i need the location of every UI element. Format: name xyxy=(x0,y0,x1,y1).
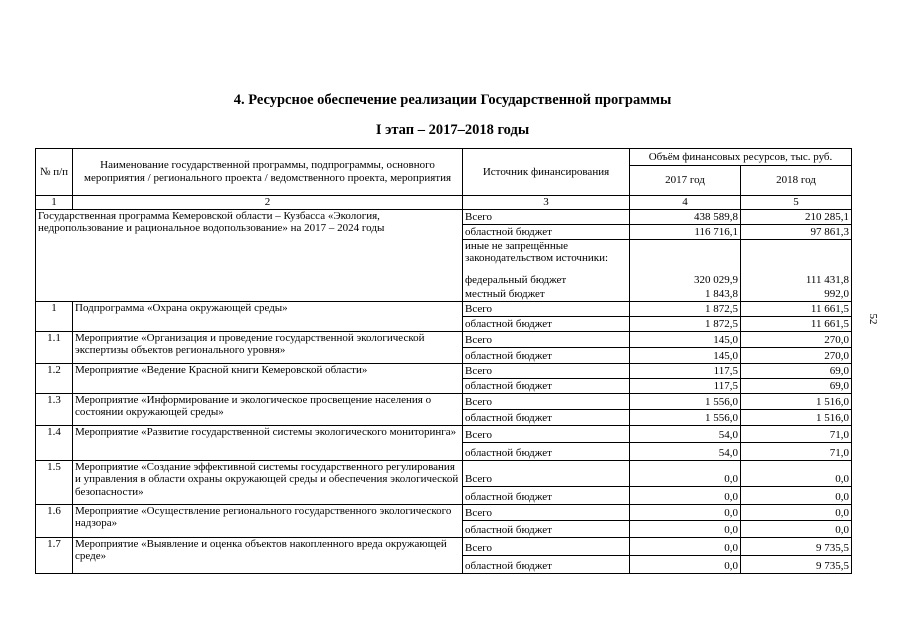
item-name: Мероприятие «Ведение Красной книги Кемеровской области» xyxy=(73,363,463,393)
value-2017: 320 029,9 xyxy=(630,271,741,286)
item-name: Мероприятие «Организация и проведение государственной экологической экспертизы объектов регионального уровня» xyxy=(73,331,463,363)
source-cell: местный бюджет xyxy=(463,286,630,301)
header-2018: 2018 год xyxy=(741,166,852,196)
header-name: Наименование государственной программы, подпрограммы, основного мероприятия / регионального проекта / ведомственного проекта, мероприятия xyxy=(73,149,463,196)
table-row xyxy=(36,209,852,224)
value-2017: 1 872,5 xyxy=(630,301,741,316)
source-cell: областной бюджет xyxy=(463,316,630,331)
header-2017: 2017 год xyxy=(630,166,741,196)
source-cell: областной бюджет xyxy=(463,442,630,460)
value-2017: 0,0 xyxy=(630,555,741,573)
source-cell: Всего xyxy=(463,393,630,409)
table-row xyxy=(36,301,852,316)
source-cell: Всего xyxy=(463,301,630,316)
value-2018: 0,0 xyxy=(741,504,852,520)
item-name: Мероприятие «Информирование и экологическое просвещение населения о состоянии окружающей среды» xyxy=(73,393,463,425)
item-number: 1.1 xyxy=(36,331,73,363)
item-number: 1 xyxy=(36,301,73,331)
value-2017: 1 556,0 xyxy=(630,409,741,425)
table-row xyxy=(36,504,852,520)
value-2018: 270,0 xyxy=(741,347,852,363)
table-row xyxy=(36,460,852,486)
value-2017: 145,0 xyxy=(630,347,741,363)
source-cell: Всего xyxy=(463,363,630,378)
source-cell: Всего xyxy=(463,537,630,555)
page-number: 52 xyxy=(867,313,879,325)
table-row xyxy=(36,537,852,555)
resource-table xyxy=(35,148,852,574)
source-cell: иные не запрещённые законодательством источники: xyxy=(463,239,630,271)
item-number: 1.4 xyxy=(36,425,73,460)
value-2017: 145,0 xyxy=(630,331,741,347)
source-cell: областной бюджет xyxy=(463,486,630,504)
item-name: Мероприятие «Осуществление регионального государственного экологического надзора» xyxy=(73,504,463,537)
value-2017: 117,5 xyxy=(630,363,741,378)
value-2018: 69,0 xyxy=(741,363,852,378)
source-cell: областной бюджет xyxy=(463,224,630,239)
source-cell: Всего xyxy=(463,331,630,347)
value-2017: 1 843,8 xyxy=(630,286,741,301)
value-2018: 9 735,5 xyxy=(741,537,852,555)
value-2017: 438 589,8 xyxy=(630,209,741,224)
item-name: Мероприятие «Развитие государственной системы экологического мониторинга» xyxy=(73,425,463,460)
item-name: Подпрограмма «Охрана окружающей среды» xyxy=(73,301,463,331)
source-cell: областной бюджет xyxy=(463,555,630,573)
value-2017: 0,0 xyxy=(630,520,741,537)
source-cell: областной бюджет xyxy=(463,378,630,393)
value-2017: 0,0 xyxy=(630,537,741,555)
table-body xyxy=(36,209,852,573)
header-num: № п/п xyxy=(36,149,73,196)
value-2018: 11 661,5 xyxy=(741,316,852,331)
source-cell: областной бюджет xyxy=(463,409,630,425)
item-number: 1.6 xyxy=(36,504,73,537)
item-number: 1.7 xyxy=(36,537,73,573)
value-2017: 0,0 xyxy=(630,486,741,504)
section-title: 4. Ресурсное обеспечение реализации Государственной программы xyxy=(233,92,672,108)
item-number: 1.5 xyxy=(36,460,73,504)
col-number: 2 xyxy=(73,196,463,210)
item-number: 1.3 xyxy=(36,393,73,425)
header-source: Источник финансирования xyxy=(463,149,630,196)
value-2018: 71,0 xyxy=(741,442,852,460)
item-name: Мероприятие «Создание эффективной системы государственного регулирования и управления в области охраны окружающей среды и обеспечения экологической безопасности» xyxy=(73,460,463,504)
value-2018 xyxy=(741,239,852,271)
value-2018: 9 735,5 xyxy=(741,555,852,573)
value-2017: 1 556,0 xyxy=(630,393,741,409)
stage-subtitle: I этап – 2017–2018 годы xyxy=(375,122,530,138)
value-2018: 0,0 xyxy=(741,520,852,537)
value-2018: 11 661,5 xyxy=(741,301,852,316)
table-row xyxy=(36,425,852,442)
program-name: Государственная программа Кемеровской области – Кузбасса «Экология, недропользование и рациональное водопользование» на 2017 – 2024 годы xyxy=(36,209,463,301)
value-2018: 1 516,0 xyxy=(741,393,852,409)
value-2017: 116 716,1 xyxy=(630,224,741,239)
value-2017: 117,5 xyxy=(630,378,741,393)
value-2017: 54,0 xyxy=(630,442,741,460)
value-2018: 71,0 xyxy=(741,425,852,442)
table-row xyxy=(36,331,852,347)
header-volume: Объём финансовых ресурсов, тыс. руб. xyxy=(630,149,852,166)
value-2018: 1 516,0 xyxy=(741,409,852,425)
table-row xyxy=(36,363,852,378)
item-name: Мероприятие «Выявление и оценка объектов накопленного вреда окружающей среде» xyxy=(73,537,463,573)
value-2018: 0,0 xyxy=(741,486,852,504)
value-2018: 111 431,8 xyxy=(741,271,852,286)
source-cell: областной бюджет xyxy=(463,520,630,537)
col-number: 1 xyxy=(36,196,73,210)
value-2017 xyxy=(630,239,741,271)
value-2018: 97 861,3 xyxy=(741,224,852,239)
source-cell: Всего xyxy=(463,460,630,486)
source-cell: федеральный бюджет xyxy=(463,271,630,286)
col-number: 3 xyxy=(463,196,630,210)
value-2017: 0,0 xyxy=(630,460,741,486)
source-cell: Всего xyxy=(463,504,630,520)
value-2018: 69,0 xyxy=(741,378,852,393)
value-2017: 1 872,5 xyxy=(630,316,741,331)
value-2017: 0,0 xyxy=(630,504,741,520)
value-2017: 54,0 xyxy=(630,425,741,442)
source-cell: областной бюджет xyxy=(463,347,630,363)
value-2018: 210 285,1 xyxy=(741,209,852,224)
source-cell: Всего xyxy=(463,209,630,224)
value-2018: 0,0 xyxy=(741,460,852,486)
item-number: 1.2 xyxy=(36,363,73,393)
value-2018: 270,0 xyxy=(741,331,852,347)
column-number-row xyxy=(36,196,852,210)
source-cell: Всего xyxy=(463,425,630,442)
value-2018: 992,0 xyxy=(741,286,852,301)
col-number: 4 xyxy=(630,196,741,210)
col-number: 5 xyxy=(741,196,852,210)
table-row xyxy=(36,393,852,409)
